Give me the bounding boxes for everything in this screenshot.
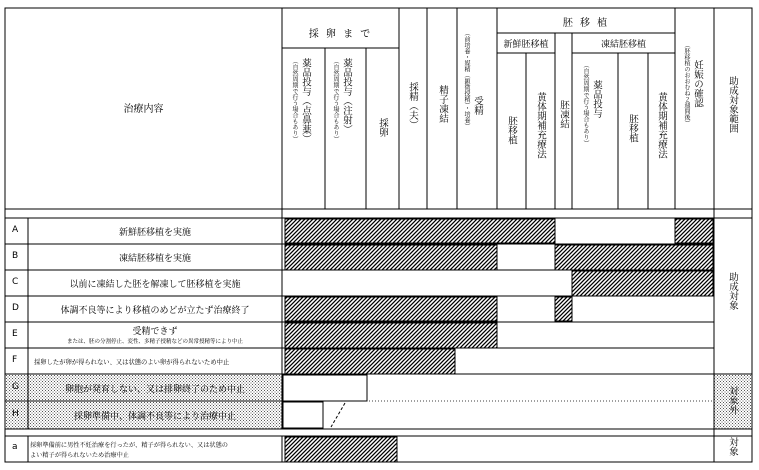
bar-a2-main bbox=[285, 437, 397, 462]
header-embryo-freezing: 胚凍結 bbox=[558, 100, 569, 129]
header-drug-injection-cell bbox=[332, 58, 352, 142]
row-text-d: 体調不良等により移植のめどが立たず治療終了 bbox=[60, 306, 250, 316]
scope-covered: 助成対象 bbox=[727, 272, 738, 310]
row-letter-f: F bbox=[12, 355, 18, 365]
bar-a-pregnancy bbox=[675, 219, 713, 243]
header-pregnancy-cell bbox=[683, 42, 703, 126]
bar-c-frozen bbox=[572, 271, 713, 296]
header-frozen-drug-cell bbox=[582, 62, 602, 146]
header-frozen-transfer: 胚移植 bbox=[627, 114, 638, 143]
header-pregnancy-note: （胚移植のおおむね２週間後） bbox=[683, 42, 690, 126]
header-drug-injection: 薬品投与（注射） bbox=[341, 58, 352, 134]
row-letter-e: E bbox=[12, 329, 18, 339]
header-luteal-support: 黄体期補充療法 bbox=[535, 92, 546, 159]
hatched-bars bbox=[285, 219, 713, 462]
scope-excluded: 対象外 bbox=[727, 386, 738, 415]
header-frozen-drug-note: （自然周期で行う場合もあり） bbox=[582, 62, 589, 146]
bar-e-main bbox=[285, 323, 497, 348]
scope-a-covered: 対象 bbox=[727, 437, 738, 456]
header-frozen-drug: 薬品投与 bbox=[591, 80, 602, 118]
header-egg-retrieval-group: 採 卵 ま で bbox=[308, 29, 373, 40]
row-letter-d: D bbox=[12, 303, 19, 313]
header-fertilization: 受精 bbox=[472, 96, 483, 115]
header-fertilization-cell bbox=[463, 30, 483, 129]
bar-f-main bbox=[285, 349, 455, 374]
header-embryo-transfer: 胚移植 bbox=[506, 116, 517, 145]
row-letter-g: G bbox=[12, 382, 19, 392]
header-treatment-content: 治療内容 bbox=[123, 104, 164, 115]
header-frozen-group: 凍結胚移植 bbox=[600, 40, 646, 50]
bar-a-main bbox=[285, 219, 555, 243]
bar-d-main bbox=[285, 297, 497, 321]
header-egg-retrieval: 採卵 bbox=[377, 118, 388, 137]
header-sperm-collection: 採精（夫） bbox=[407, 82, 418, 130]
row-text-c: 以前に凍結した胚を解凍して胚移植を実施 bbox=[69, 280, 241, 290]
row-text-a2: 採卵準備前に男性不妊治療を行ったが、精子が得られない、又は状態の bbox=[30, 442, 228, 449]
row-subtext-e: または、胚の分割停止、変性、多精子授精などの異常授精等により中止 bbox=[66, 339, 243, 345]
row-letter-a2: a bbox=[12, 442, 18, 452]
header-drug-injection-note: （自然周期で行う場合もあり） bbox=[332, 58, 339, 142]
row-letter-b: B bbox=[12, 251, 19, 261]
header-drug-nasal-cell bbox=[291, 58, 311, 144]
row-text-h: 採卵準備中、体調不良等により治療中止 bbox=[73, 412, 236, 422]
header-drug-nasal: 薬品投与（点鼻薬） bbox=[300, 58, 311, 144]
dashed-connector bbox=[331, 403, 345, 427]
bar-b-frozen bbox=[555, 245, 713, 270]
header-fertilization-note: （前培養・媒精（顕微授精）・培養） bbox=[463, 30, 470, 129]
header-fresh-group: 新鮮胚移植 bbox=[503, 40, 549, 50]
row-text-a2-line2: よい精子が得られないため治療中止 bbox=[30, 452, 129, 459]
header-embryo-transfer-group: 胚 移 植 bbox=[562, 18, 610, 29]
header-scope: 助成対象範囲 bbox=[727, 76, 738, 133]
row-letter-c: C bbox=[12, 277, 19, 287]
header-pregnancy: 妊娠の確認 bbox=[692, 60, 703, 108]
header-drug-nasal-note: （自然周期で行う場合もあり） bbox=[291, 58, 298, 142]
bar-d-freeze bbox=[555, 297, 572, 321]
row-text-e: 受精できず bbox=[132, 327, 178, 337]
header-frozen-luteal: 黄体期補充療法 bbox=[656, 92, 667, 159]
header-sperm-freezing: 精子凍結 bbox=[437, 85, 448, 123]
row-text-f: 採卵したが卵が得られない、又は状態のよい卵が得られないため中止 bbox=[34, 359, 230, 366]
row-text-g: 卵胞が発育しない、又は排卵終了のため中止 bbox=[64, 385, 245, 395]
row-letter-a: A bbox=[12, 225, 19, 235]
bar-b-main bbox=[285, 245, 497, 270]
row-letter-h: H bbox=[12, 409, 19, 419]
row-text-a: 新鮮胚移植を実施 bbox=[118, 228, 191, 238]
row-text-b: 凍結胚移植を実施 bbox=[118, 254, 191, 264]
